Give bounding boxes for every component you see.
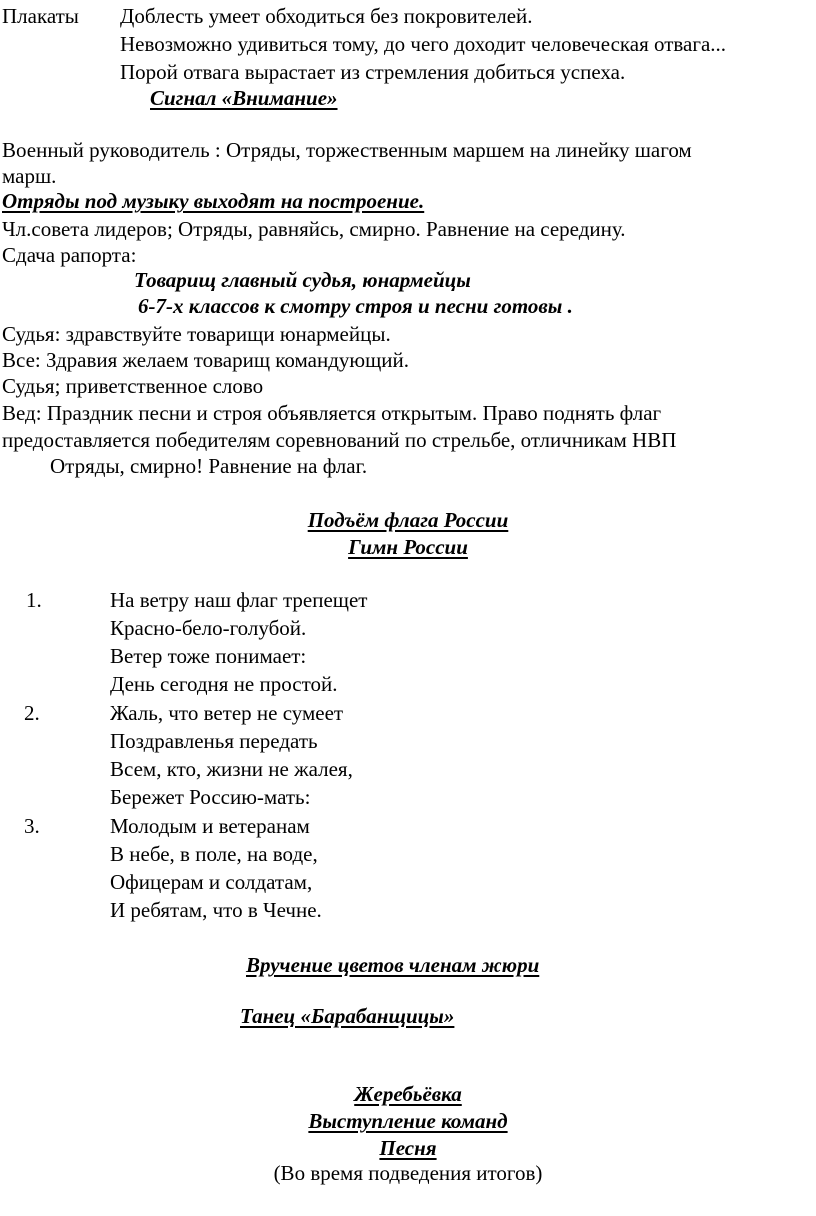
host-line-2: предоставляется победителям соревнований по стрельбе, отличникам НВП (2, 428, 677, 452)
performance-heading: Выступление команд (308, 1109, 508, 1133)
verse-line: Молодым и ветеранам (110, 814, 310, 838)
attention-flag-line: Отряды, смирно! Равнение на флаг. (50, 454, 368, 478)
verse-line: Ветер тоже понимает: (110, 644, 307, 668)
verse-line: Бережет Россию-мать: (110, 785, 311, 809)
posters-label: Плакаты (2, 4, 79, 28)
verse-number: 2. (24, 701, 40, 725)
poster-line-2: Невозможно удивиться тому, до чего доходит человеческая отвага... (120, 32, 727, 56)
verse-line: День сегодня не простой. (110, 672, 338, 696)
verse-line: Жаль, что ветер не сумеет (110, 701, 344, 725)
poster-line-3: Порой отвага вырастает из стремления добиться успеха. (120, 60, 626, 84)
host-line-1: Вед: Праздник песни и строя объявляется открытым. Право поднять флаг (2, 401, 662, 425)
verse-number: 1. (26, 588, 42, 612)
report-line-1: Товарищ главный судья, юнармейцы (134, 268, 471, 292)
song-heading: Песня (379, 1136, 437, 1160)
music-line: Отряды под музыку выходят на построение. (2, 189, 425, 213)
judge-speech: Судья; приветственное слово (2, 374, 264, 398)
verse-line: Поздравленья передать (110, 729, 318, 753)
judge-greeting: Судья: здравствуйте товарищи юнармейцы. (2, 322, 391, 346)
commander-line-1: Военный руководитель : Отряды, торжественным маршем на линейку шагом (2, 138, 692, 162)
results-note: (Во время подведения итогов) (273, 1161, 543, 1185)
verse-line: И ребятам, что в Чечне. (110, 898, 322, 922)
flag-raising-heading: Подъём флага России (307, 508, 509, 532)
council-line: Чл.совета лидеров; Отряды, равняйсь, смирно. Равнение на середину. (2, 217, 626, 241)
anthem-heading: Гимн России (348, 535, 468, 559)
signal-heading: Сигнал «Внимание» (150, 86, 338, 110)
draw-heading: Жеребьёвка (354, 1082, 462, 1106)
verse-line: На ветру наш флаг трепещет (110, 588, 368, 612)
verse-number: 3. (24, 814, 40, 838)
verse-line: Красно-бело-голубой. (110, 616, 307, 640)
commander-line-2: марш. (2, 164, 57, 188)
verse-line: В небе, в поле, на воде, (110, 842, 318, 866)
poster-line-1: Доблесть умеет обходиться без покровителей. (120, 4, 533, 28)
verse-line: Офицерам и солдатам, (110, 870, 313, 894)
report-line-2: 6-7-х классов к смотру строя и песни готовы . (138, 294, 573, 318)
flowers-heading: Вручение цветов членам жюри (246, 953, 540, 977)
verse-line: Всем, кто, жизни не жалея, (110, 757, 353, 781)
all-reply: Все: Здравия желаем товарищ командующий. (2, 348, 409, 372)
report-label: Сдача рапорта: (2, 243, 137, 267)
dance-heading: Танец «Барабанщицы» (240, 1004, 455, 1028)
